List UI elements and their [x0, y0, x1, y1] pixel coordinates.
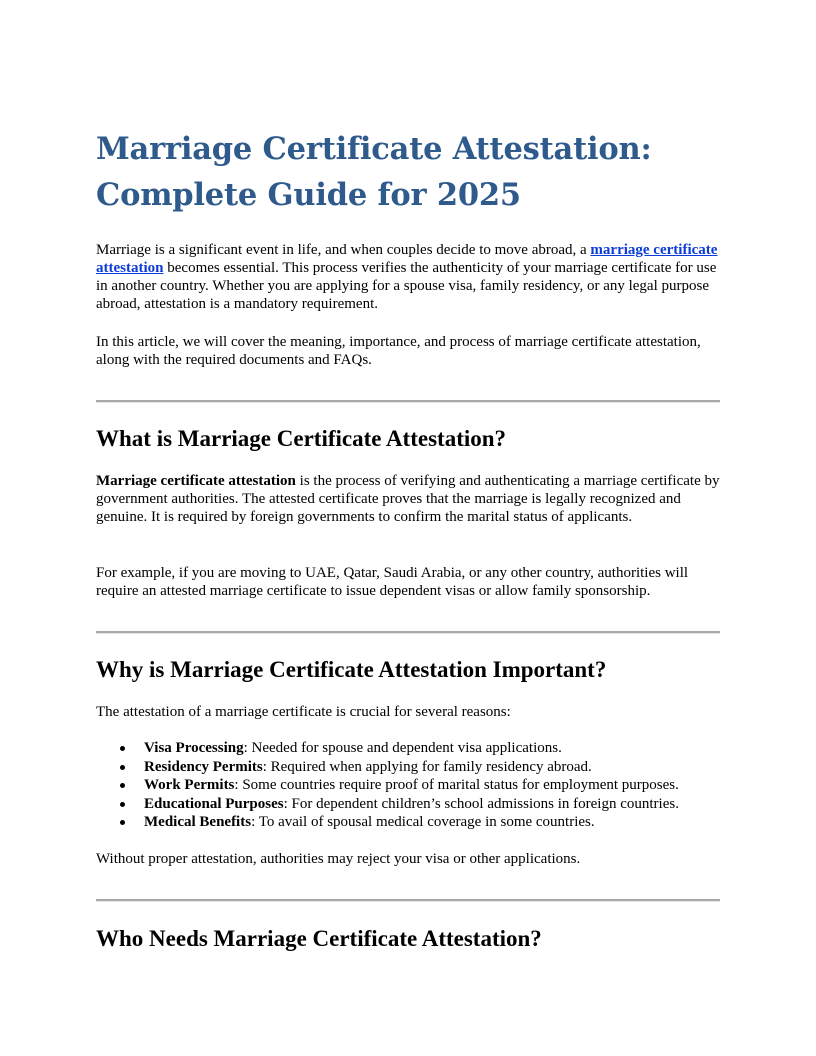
- list-item-label: Work Permits: [144, 777, 235, 793]
- list-item: [96, 739, 720, 758]
- bullet-icon: [120, 802, 125, 807]
- list-item-label: Educational Purposes: [144, 795, 284, 812]
- intro-text-before-link: Marriage is a significant event in life, and when couples decide to move abroad, a: [96, 242, 591, 258]
- what-is-paragraph-1: [96, 472, 720, 526]
- why-important-intro: The attestation of a marriage certificate is crucial for several reasons:: [96, 704, 511, 720]
- reasons-list: [96, 739, 720, 832]
- intro-paragraph: [96, 241, 720, 313]
- bullet-icon: [120, 746, 125, 751]
- bullet-icon: [120, 783, 125, 788]
- title-line-2: Complete Guide for 2025: [96, 177, 521, 213]
- marriage-certificate-attestation-link[interactable]: marriage certificate attestation: [96, 242, 718, 276]
- section-divider: [96, 400, 720, 403]
- bullet-icon: [120, 765, 125, 770]
- what-is-paragraph-2: For example, if you are moving to UAE, Qatar, Saudi Arabia, or any other country, authorities will require an attested marriage certificate to issue dependent visas or allow family sponsorship.: [96, 565, 689, 599]
- title-line-1: Marriage Certificate Attestation:: [96, 131, 652, 167]
- what-is-paragraph-1-text: is the process of verifying and authenticating a marriage certificate by government authorities. The attested certificate proves that the marriage is legally recognized and genuine. It is required by foreign governments to confirm the marital status of applicants.: [96, 473, 720, 525]
- heading-why-important: Why is Marriage Certificate Attestation Important?: [96, 657, 607, 682]
- why-important-closing: Without proper attestation, authorities may reject your visa or other applications.: [96, 851, 581, 867]
- list-item: [96, 795, 720, 814]
- list-item-text: : Required when applying for family residency abroad.: [262, 758, 592, 775]
- heading-who-needs: Who Needs Marriage Certificate Attestation?: [96, 926, 542, 951]
- section-divider: [96, 631, 720, 634]
- list-item: [96, 813, 720, 832]
- list-item-text: : Needed for spouse and dependent visa applications.: [243, 740, 562, 756]
- heading-what-is: What is Marriage Certificate Attestation?: [96, 426, 507, 451]
- what-is-bold-term: Marriage certificate attestation: [96, 473, 296, 489]
- list-item-text: : Some countries require proof of marital status for employment purposes.: [234, 777, 679, 793]
- list-item-text: : To avail of spousal medical coverage in some countries.: [251, 814, 595, 830]
- list-item-label: Visa Processing: [144, 740, 244, 756]
- list-item: [96, 758, 720, 777]
- intro-text-after-link: becomes essential. This process verifies the authenticity of your marriage certificate for use in another country. Whether you are applying for a spouse visa, family residency, or any legal purpose abroad, attestation is a mandatory requirement.: [96, 260, 717, 312]
- page-title: [96, 126, 720, 218]
- list-item-text: : For dependent children’s school admissions in foreign countries.: [283, 795, 679, 812]
- intro-paragraph-2: In this article, we will cover the meaning, importance, and process of marriage certificate attestation, along with the required documents and FAQs.: [96, 334, 701, 368]
- section-divider: [96, 899, 720, 902]
- list-item-label: Residency Permits: [144, 758, 263, 775]
- bullet-icon: [120, 820, 125, 825]
- list-item-label: Medical Benefits: [144, 814, 252, 830]
- list-item: [96, 776, 720, 795]
